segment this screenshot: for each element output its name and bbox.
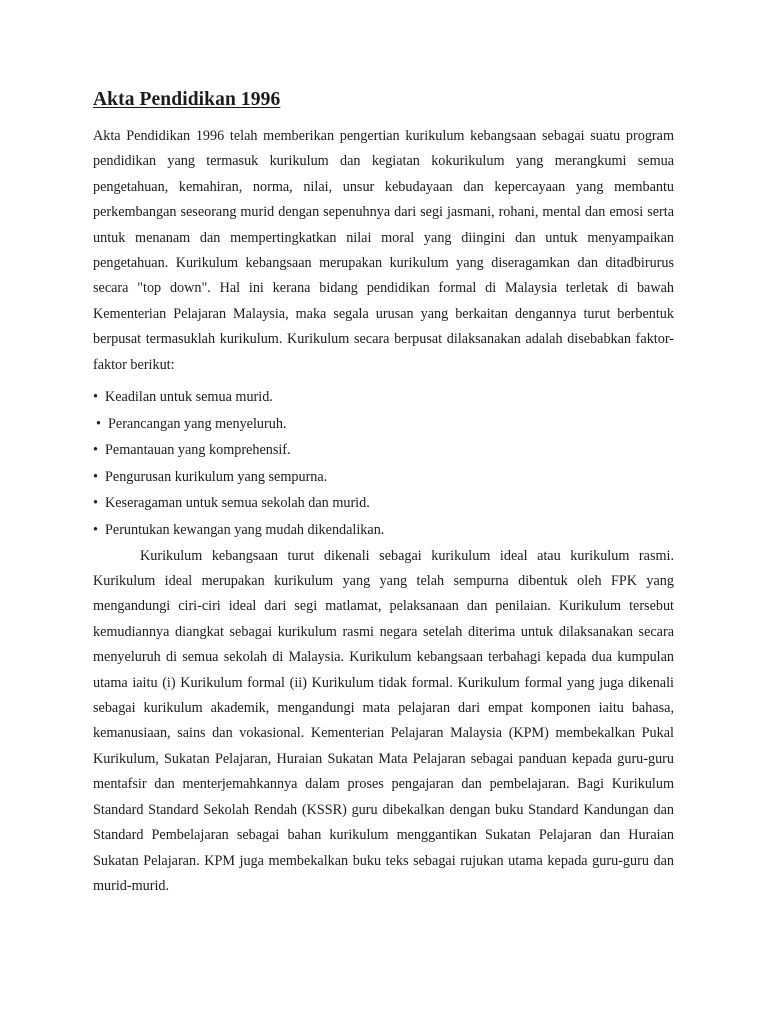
list-item-text: Keadilan untuk semua murid. — [105, 389, 273, 406]
bullet-icon: • — [93, 522, 98, 539]
list-item-text: Pengurusan kurikulum yang sempurna. — [105, 468, 328, 485]
list-item-text: Keseragaman untuk semua sekolah dan murid. — [105, 495, 370, 512]
list-item — [93, 490, 674, 517]
bullet-icon: • — [93, 389, 98, 406]
list-item — [93, 517, 674, 544]
list-item — [93, 411, 674, 438]
list-item — [93, 384, 674, 411]
bullet-icon: • — [93, 442, 98, 459]
list-item-text: Pemantauan yang komprehensif. — [105, 442, 291, 459]
paragraph-intro: Akta Pendidikan 1996 telah memberikan pengertian kurikulum kebangsaan sebagai suatu program pendidikan yang termasuk kurikulum dan kegiatan kokurikulum yang merangkumi semua pengetahuan, kemahiran, norma, nilai, unsur kebudayaan dan kepercayaan yang membantu perkembangan seseorang murid dengan sepenuhnya dari segi jasmani, rohani, mental dan emosi serta untuk menanam dan mempertingkatkan nilai moral yang diingini dan untuk menyampaikan pengetahuan. Kurikulum kebangsaan merupakan kurikulum yang diseragamkan dan ditadbirurus secara "top down". Hal ini kerana bidang pendidikan formal di Malaysia terletak di bawah Kementerian Pelajaran Malaysia, maka segala urusan yang berkaitan dengannya turut berbentuk berpusat termasuklah kurikulum. Kurikulum secara berpusat dilaksanakan adalah disebabkan faktor-faktor berikut: — [93, 128, 674, 373]
document-title: Akta Pendidikan 1996 — [93, 89, 281, 110]
list-item-text: Peruntukan kewangan yang mudah dikendalikan. — [105, 522, 385, 539]
bullet-icon: • — [93, 468, 98, 485]
bullet-icon: • — [93, 495, 98, 512]
factor-list — [93, 384, 674, 544]
list-item — [93, 464, 674, 491]
list-item — [93, 437, 674, 464]
document-content — [93, 88, 674, 899]
list-item-text: Perancangan yang menyeluruh. — [108, 415, 287, 432]
paragraph-kurikulum-kebangsaan: Kurikulum kebangsaan turut dikenali sebagai kurikulum ideal atau kurikulum rasmi. Kurikulum ideal merupakan kurikulum yang yang telah sempurna dibentuk oleh FPK yang mengandungi ciri-ciri ideal dari segi matlamat, pelaksanaan dan penilaian. Kurikulum tersebut kemudiannya diangkat sebagai kurikulum rasmi negara setelah diterima untuk dilaksanakan secara menyeluruh di semua sekolah di Malaysia. Kurikulum kebangsaan terbahagi kepada dua kumpulan utama iaitu (i) Kurikulum formal (ii) Kurikulum tidak formal. Kurikulum formal yang juga dikenali sebagai kurikulum akademik, mengandungi mata pelajaran dari empat komponen iaitu bahasa, kemanusiaan, sains dan vokasional. Kementerian Pelajaran Malaysia (KPM) membekalkan Pukal Kurikulum, Sukatan Pelajaran, Huraian Sukatan Mata Pelajaran sebagai panduan kepada guru-guru mentafsir dan menterjemahkannya dalam proses pengajaran dan pembelajaran. Bagi Kurikulum Standard Standard Sekolah Rendah (KSSR) guru dibekalkan dengan buku Standard Kandungan dan Standard Pembelajaran sebagai bahan kurikulum menggantikan Sukatan Pelajaran dan Huraian Sukatan Pelajaran. KPM juga membekalkan buku teks sebagai rujukan utama kepada guru-guru dan murid-murid. — [93, 547, 674, 894]
bullet-icon: • — [96, 415, 101, 432]
